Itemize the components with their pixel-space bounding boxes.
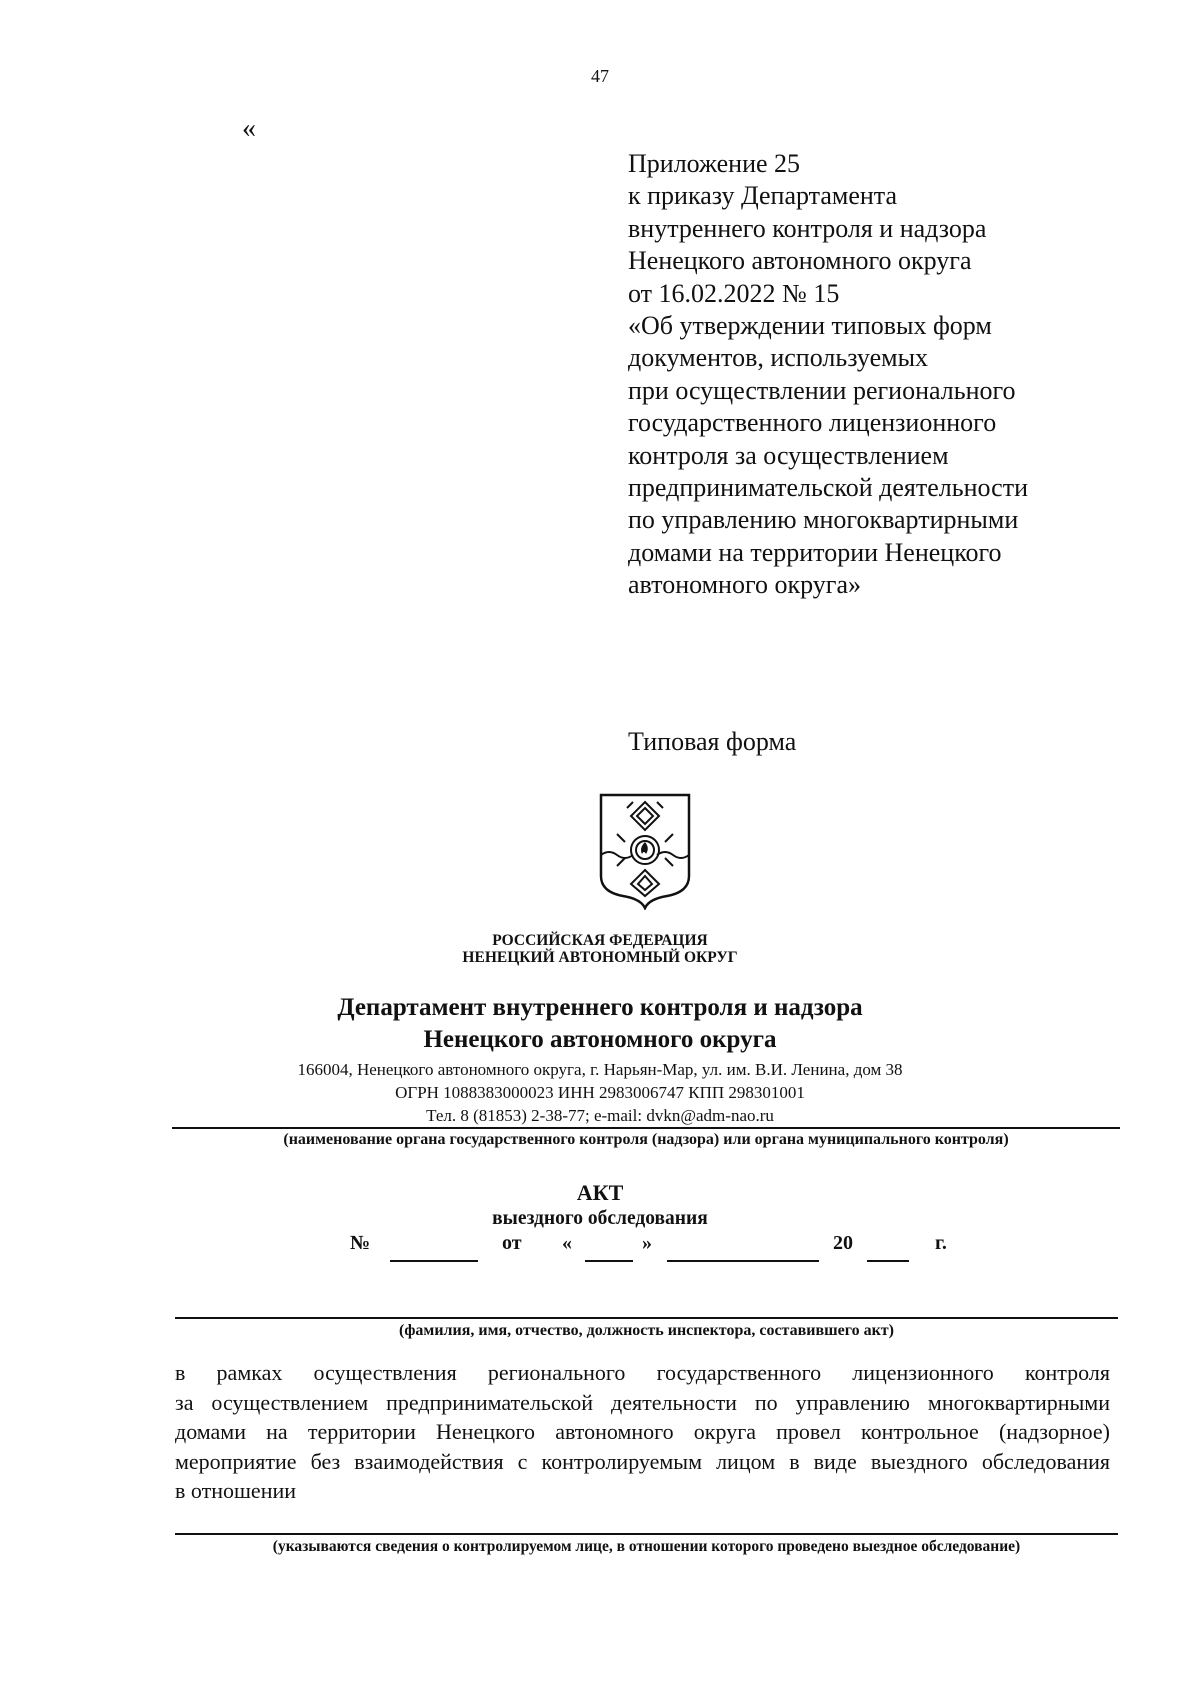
appendix-line: внутреннего контроля и надзора: [628, 213, 987, 243]
appendix-line: к приказу Департамента: [628, 181, 898, 211]
act-month-field[interactable]: [667, 1238, 819, 1262]
body-text-line: в отношении: [175, 1478, 297, 1503]
date-quote-close: »: [642, 1232, 652, 1254]
act-number-label: №: [350, 1232, 371, 1254]
act-day-field[interactable]: [585, 1238, 633, 1262]
appendix-reference-block: [628, 148, 1148, 602]
department-name-line-2: Ненецкого автономного округа: [423, 1026, 777, 1053]
authority-caption: (наименование органа государственного контроля (надзора) или органа муниципального контроля): [283, 1131, 1009, 1148]
act-year-prefix: 20: [833, 1232, 853, 1254]
act-year-field[interactable]: [867, 1238, 909, 1262]
appendix-line: по управлению многоквартирными: [628, 505, 1019, 535]
nenets-coat-of-arms-icon: [597, 792, 693, 910]
controlled-person-field[interactable]: [175, 1533, 1118, 1535]
act-subtitle: выездного обследования: [492, 1208, 708, 1229]
act-body-paragraph: [175, 1358, 1110, 1506]
inspector-caption: (фамилия, имя, отчество, должность инспектора, составившего акт): [399, 1322, 894, 1339]
date-quote-open: «: [562, 1232, 572, 1254]
act-title: АКТ: [576, 1180, 624, 1205]
body-text-line: мероприятие без взаимодействия с контролируемым лицом в виде выездного обследования: [175, 1448, 1110, 1474]
controlled-person-caption: (указываются сведения о контролируемом лице, в отношении которого проведено выездное обследование): [272, 1538, 1021, 1555]
appendix-line: контроля за осуществлением: [628, 440, 949, 470]
header-divider: [172, 1127, 1120, 1129]
department-address: 166004, Ненецкого автономного округа, г. Нарьян-Мар, ул. им. В.И. Ленина, дом 38: [297, 1060, 903, 1079]
appendix-line: Ненецкого автономного округа: [628, 246, 972, 276]
appendix-line: домами на территории Ненецкого: [628, 537, 1002, 567]
page-number: 47: [591, 66, 609, 86]
appendix-line: документов, используемых: [628, 343, 929, 373]
act-date-from-label: от: [502, 1232, 522, 1254]
act-year-suffix: г.: [935, 1232, 947, 1254]
body-text-line: домами на территории Ненецкого автономного округа провел контрольное (надзорное): [175, 1419, 1110, 1444]
appendix-line: от 16.02.2022 № 15: [628, 278, 840, 308]
body-text-line: в рамках осуществления регионального государственного лицензионного контроля: [175, 1360, 1110, 1385]
inspector-name-field[interactable]: [175, 1317, 1118, 1319]
appendix-line: предпринимательской деятельности: [628, 473, 1028, 503]
department-contacts: Тел. 8 (81853) 2-38-77; e-mail: dvkn@adm-nao.ru: [426, 1106, 774, 1125]
appendix-line: при осуществлении регионального: [628, 375, 1016, 405]
appendix-line: Приложение 25: [628, 149, 801, 178]
department-registry-codes: ОГРН 1088383000023 ИНН 2983006747 КПП 298301001: [395, 1083, 805, 1102]
department-name-line-1: Департамент внутреннего контроля и надзора: [337, 994, 863, 1021]
appendix-line: «Об утверждении типовых форм: [628, 311, 992, 341]
appendix-line: государственного лицензионного: [628, 408, 997, 438]
act-number-field[interactable]: [390, 1238, 478, 1262]
body-text-line: за осуществлением предпринимательской деятельности по управлению многоквартирными: [175, 1389, 1110, 1415]
region-name: НЕНЕЦКИЙ АВТОНОМНЫЙ ОКРУГ: [462, 949, 738, 966]
appendix-line: автономного округа»: [628, 570, 861, 600]
form-type-label: Типовая форма: [628, 727, 797, 756]
opening-quote-mark: «: [242, 113, 256, 144]
country-name: РОССИЙСКАЯ ФЕДЕРАЦИЯ: [492, 932, 708, 949]
